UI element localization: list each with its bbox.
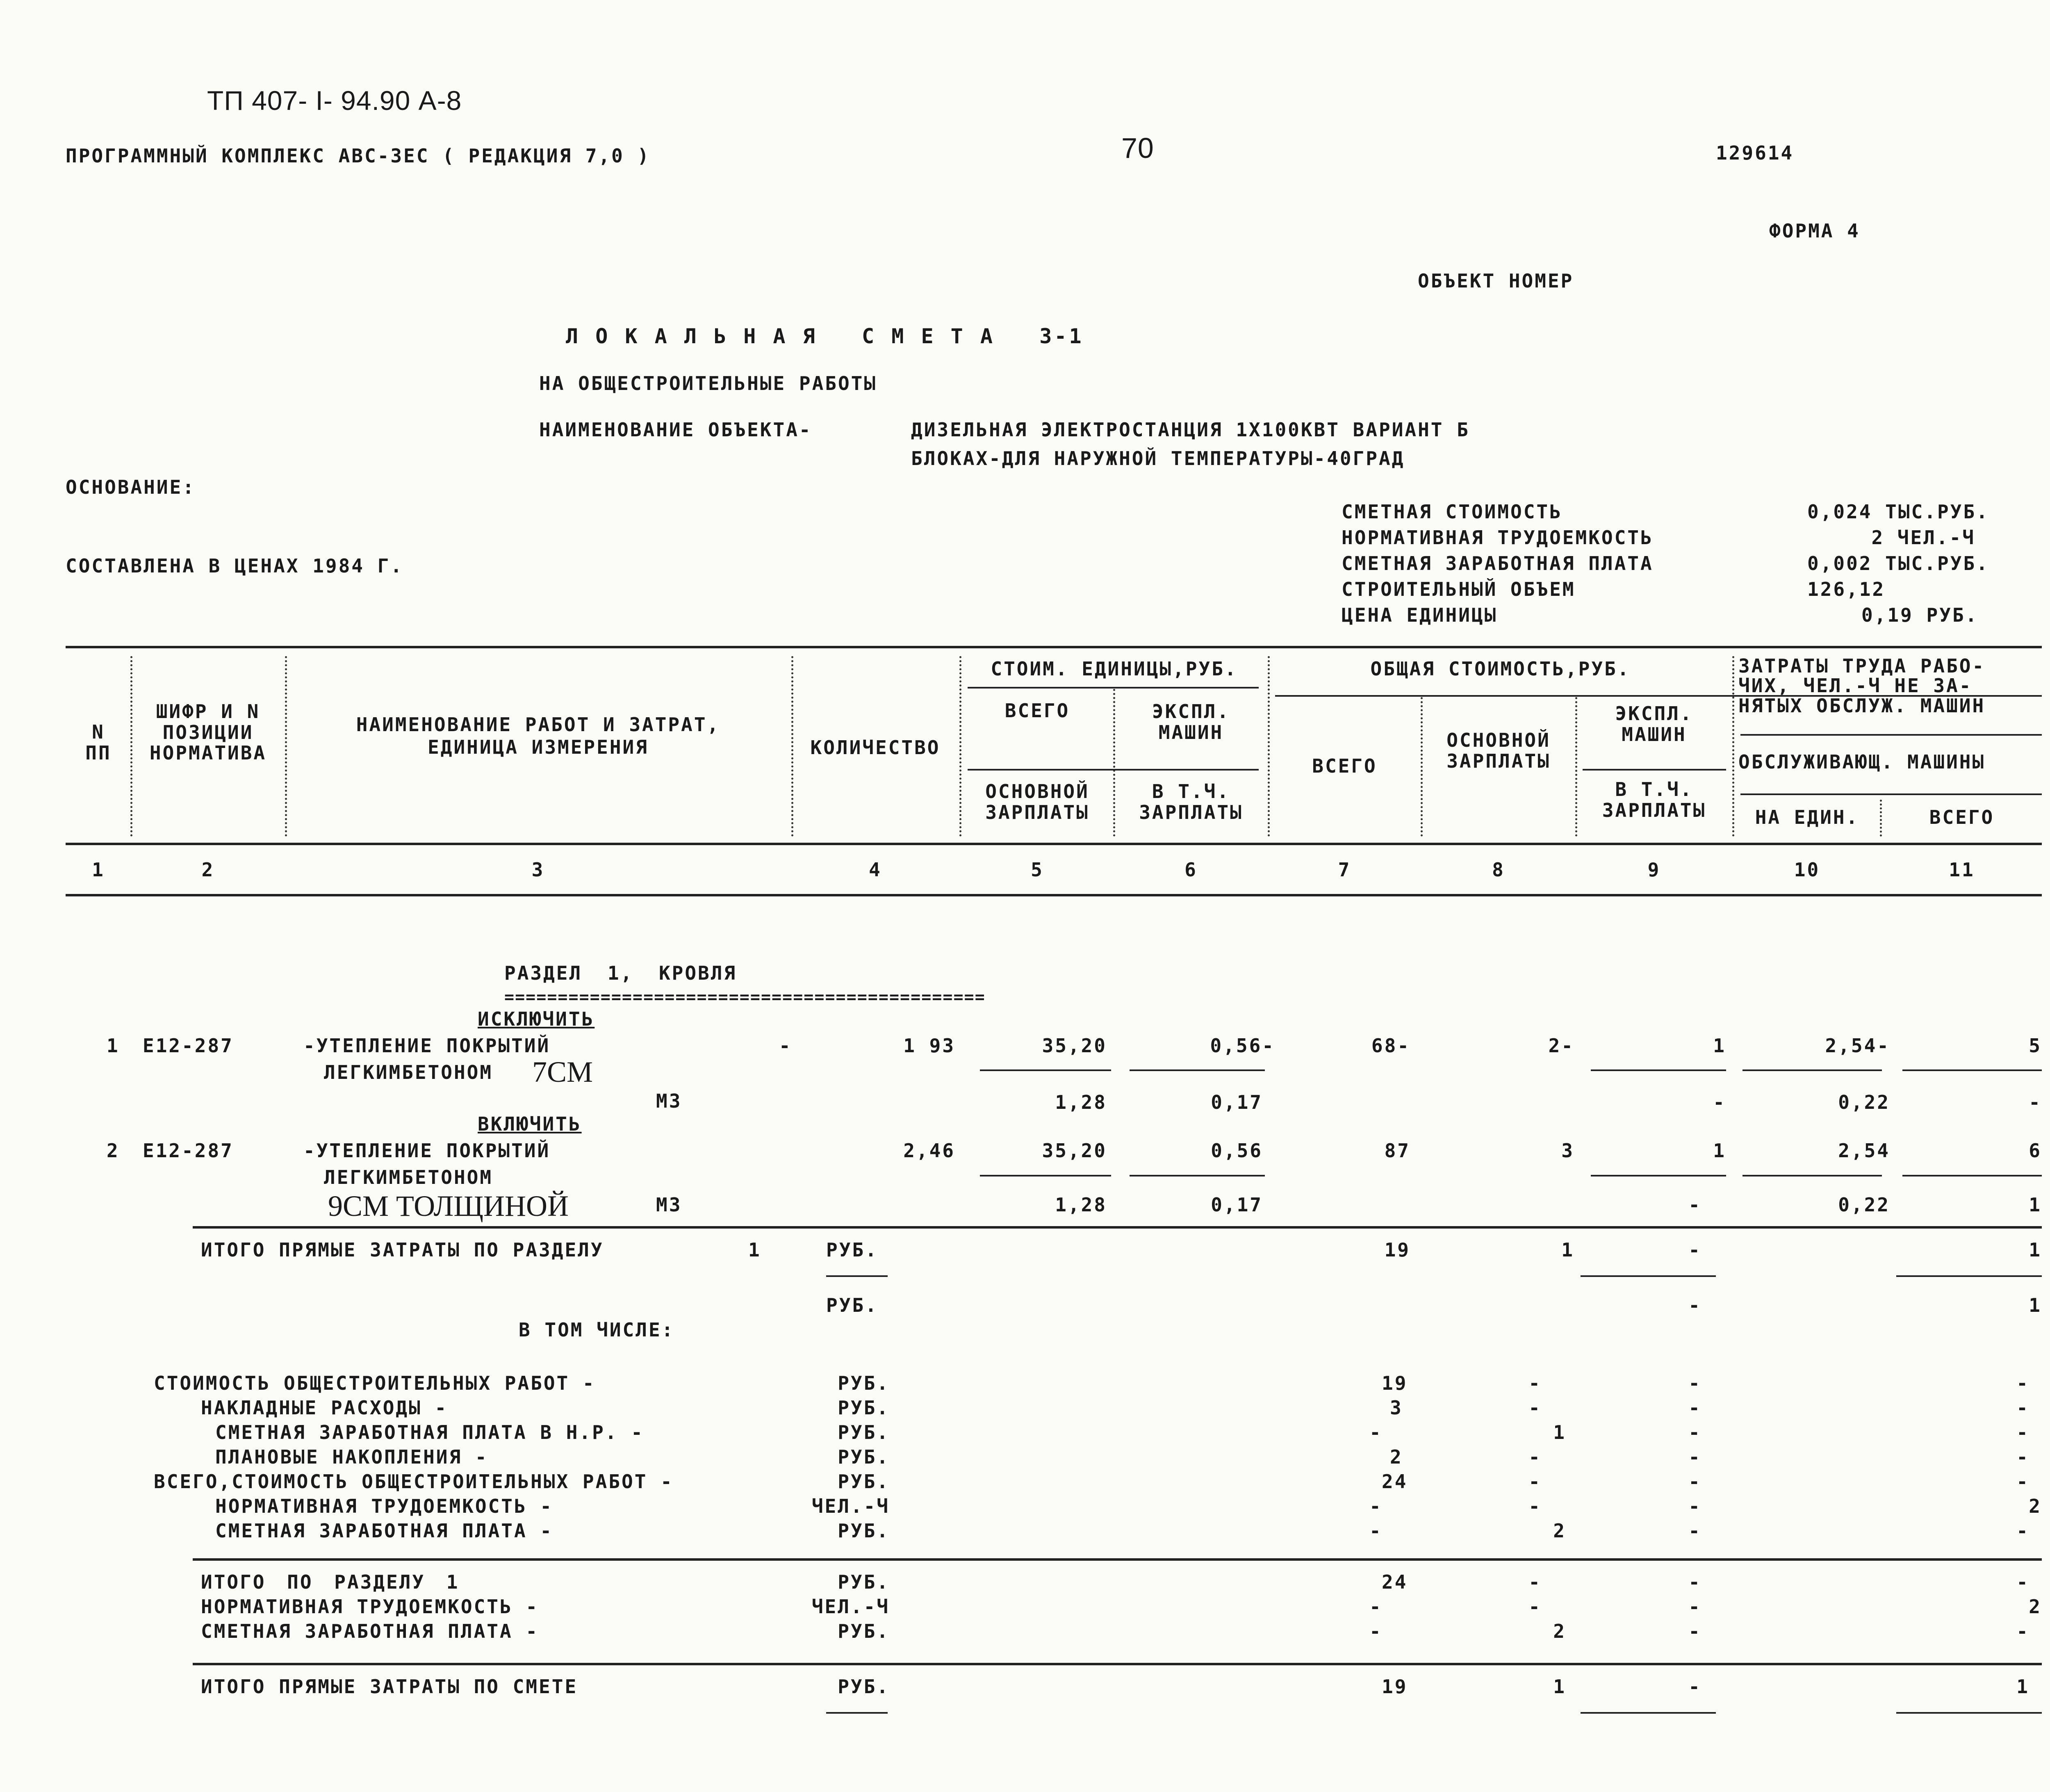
item-labor-machines-total: - bbox=[2029, 1091, 2042, 1113]
item-total: 87 bbox=[1384, 1140, 1410, 1162]
breakdown-unit: ЧЕЛ.-Ч bbox=[811, 1495, 890, 1517]
breakdown-machines: - bbox=[1688, 1421, 1702, 1443]
direct-costs-machines: - bbox=[1688, 1239, 1702, 1261]
summary-label: СМЕТНАЯ СТОИМОСТЬ bbox=[1342, 501, 1563, 523]
column-number: 4 bbox=[869, 859, 882, 881]
item-total-incl-wage: - bbox=[1713, 1091, 1726, 1113]
breakdown-unit: РУБ. bbox=[838, 1471, 890, 1493]
breakdown-unit: РУБ. bbox=[838, 1421, 890, 1443]
direct-costs-unit: РУБ. bbox=[826, 1294, 878, 1316]
breakdown-total: - bbox=[1369, 1520, 1383, 1542]
item-rule bbox=[1591, 1069, 1726, 1071]
breakdown-wage: 2 bbox=[1553, 1520, 1566, 1542]
section-total-machines: - bbox=[1688, 1571, 1702, 1593]
summary-value: 126,12 bbox=[1807, 578, 1886, 600]
object-label: НАИМЕНОВАНИЕ ОБЪЕКТА- bbox=[539, 419, 812, 441]
column-number: 2 bbox=[201, 859, 215, 881]
header-rule bbox=[968, 769, 1259, 771]
item-unit: М3 bbox=[656, 1194, 682, 1216]
total-rule bbox=[826, 1712, 888, 1714]
direct-costs-total: 19 bbox=[1384, 1239, 1410, 1261]
summary-label: СТРОИТЕЛЬНЫЙ ОБЪЕМ bbox=[1342, 578, 1576, 600]
item-code: Е12-287 bbox=[143, 1140, 234, 1162]
item-labor-total: 6 bbox=[2029, 1140, 2042, 1162]
item-name-cont: ЛЕГКИМБЕТОНОМ bbox=[324, 1166, 493, 1188]
item-name-cont: ЛЕГКИМБЕТОНОМ bbox=[324, 1061, 493, 1083]
section-total-value: - bbox=[1369, 1620, 1383, 1642]
breakdown-labor: - bbox=[2016, 1520, 2029, 1542]
form-label: ФОРМА 4 bbox=[1769, 220, 1860, 242]
estimate-total-wage: 1 bbox=[1553, 1676, 1566, 1698]
estimate-total-labor: 1 bbox=[2016, 1676, 2029, 1698]
header-total-wage: ОСНОВНОЙ ЗАРПЛАТЫ bbox=[1446, 729, 1551, 772]
estimate-total-label: ИТОГО ПРЯМЫЕ ЗАТРАТЫ ПО СМЕТЕ bbox=[201, 1676, 578, 1698]
object-number-label: ОБЪЕКТ НОМЕР bbox=[1418, 270, 1574, 292]
breakdown-labor: - bbox=[2016, 1446, 2029, 1468]
breakdown-wage: - bbox=[1528, 1471, 1542, 1493]
breakdown-label: СМЕТНАЯ ЗАРАБОТНАЯ ПЛАТА - bbox=[215, 1520, 554, 1542]
section-total-wage: - bbox=[1528, 1596, 1542, 1618]
item-number: 1 bbox=[107, 1035, 120, 1057]
estimate-total-unit: РУБ. bbox=[838, 1676, 890, 1698]
item-labor-machines-total: 1 bbox=[2029, 1194, 2042, 1216]
section-total-label: НОРМАТИВНАЯ ТРУДОЕМКОСТЬ - bbox=[201, 1596, 539, 1618]
breakdown-wage: - bbox=[1528, 1397, 1542, 1419]
document-id: 129614 bbox=[1716, 142, 1794, 164]
summary-label: СМЕТНАЯ ЗАРАБОТНАЯ ПЛАТА bbox=[1342, 552, 1654, 575]
header-work-name: НАИМЕНОВАНИЕ РАБОТ И ЗАТРАТ, ЕДИНИЦА ИЗМЕРЕНИЯ bbox=[356, 714, 720, 759]
direct-costs-label: ИТОГО ПРЯМЫЕ ЗАТРАТЫ ПО РАЗДЕЛУ bbox=[201, 1239, 604, 1261]
basis-label: ОСНОВАНИЕ: bbox=[66, 476, 196, 498]
item-name: -УТЕПЛЕНИЕ ПОКРЫТИЙ bbox=[303, 1140, 551, 1162]
item-quantity: 1 93 bbox=[903, 1035, 955, 1057]
item-code: Е12-287 bbox=[143, 1035, 234, 1057]
breakdown-machines: - bbox=[1688, 1471, 1702, 1493]
breakdown-total: 24 bbox=[1382, 1471, 1408, 1493]
breakdown-total: - bbox=[1369, 1495, 1383, 1517]
header-labor-machines: ОБСЛУЖИВАЮЩ. МАШИНЫ bbox=[1738, 751, 1986, 773]
item-tag: ИСКЛЮЧИТЬ bbox=[478, 1008, 595, 1030]
summary-label: ЦЕНА ЕДИНИЦЫ bbox=[1342, 604, 1498, 626]
direct-costs-labor: 1 bbox=[2029, 1239, 2042, 1261]
item-total: 68- bbox=[1371, 1035, 1410, 1057]
page-number: 70 bbox=[1121, 132, 1154, 164]
section-total-unit: ЧЕЛ.-Ч bbox=[811, 1596, 890, 1618]
item-unit-wage: 1,28 bbox=[1055, 1194, 1107, 1216]
breakdown-unit: РУБ. bbox=[838, 1446, 890, 1468]
item-unit-all: 35,20 bbox=[1042, 1140, 1107, 1162]
header-mid-rule bbox=[66, 843, 2042, 845]
handwritten-thickness: 7СМ bbox=[532, 1056, 593, 1088]
estimate-title: Л О К А Л Ь Н А Я С М Е Т А 3-1 bbox=[566, 324, 1084, 348]
header-per-unit: НА ЕДИН. bbox=[1755, 806, 1859, 828]
section-total-label: СМЕТНАЯ ЗАРАБОТНАЯ ПЛАТА - bbox=[201, 1620, 539, 1642]
item-unit-incl-wage: 0,17 bbox=[1211, 1091, 1263, 1113]
column-separator bbox=[1268, 656, 1270, 837]
breakdown-unit: РУБ. bbox=[838, 1372, 890, 1394]
document-code: ТП 407- I- 94.90 А-8 bbox=[207, 85, 462, 116]
item-rule bbox=[1130, 1175, 1265, 1176]
breakdown-label: СМЕТНАЯ ЗАРАБОТНАЯ ПЛАТА В Н.Р. - bbox=[215, 1421, 644, 1443]
total-rule bbox=[1581, 1275, 1716, 1277]
section-underline: ============================================= bbox=[504, 989, 986, 1005]
item-unit-incl-wage: 0,17 bbox=[1211, 1194, 1263, 1216]
breakdown-unit: РУБ. bbox=[838, 1397, 890, 1419]
section-title: РАЗДЕЛ 1, КРОВЛЯ bbox=[504, 962, 737, 984]
header-total-all: ВСЕГО bbox=[1312, 755, 1377, 777]
total-rule bbox=[1896, 1712, 2042, 1714]
header-quantity: КОЛИЧЕСТВО bbox=[810, 736, 941, 759]
header-rule bbox=[1740, 793, 2042, 795]
breakdown-wage: - bbox=[1528, 1446, 1542, 1468]
breakdown-labor: - bbox=[2016, 1397, 2029, 1419]
total-rule bbox=[826, 1275, 888, 1277]
item-total-machines: 1 bbox=[1713, 1140, 1726, 1162]
summary-label: НОРМАТИВНАЯ ТРУДОЕМКОСТЬ bbox=[1342, 527, 1654, 549]
header-unit-cost: СТОИМ. ЕДИНИЦЫ,РУБ. bbox=[991, 658, 1238, 680]
estimate-total-rule bbox=[193, 1663, 2042, 1665]
section-total-labor: 2 bbox=[2029, 1596, 2042, 1618]
breakdown-total: 3 bbox=[1390, 1397, 1403, 1419]
column-number: 3 bbox=[531, 859, 545, 881]
header-labor: ЗАТРАТЫ ТРУДА РАБО- ЧИХ, ЧЕЛ.-Ч НЕ ЗА- НЯТЫХ ОБСЛУЖ. МАШИН bbox=[1738, 655, 1986, 717]
item-labor-per-unit: 2,54 bbox=[1838, 1140, 1890, 1162]
direct-costs-labor: 1 bbox=[2029, 1294, 2042, 1316]
summary-value: 0,002 ТЫС.РУБ. bbox=[1807, 552, 1989, 575]
breakdown-total: 19 bbox=[1382, 1372, 1408, 1394]
item-rule bbox=[1130, 1069, 1265, 1071]
direct-costs-wage: 1 bbox=[1561, 1239, 1574, 1261]
breakdown-machines: - bbox=[1688, 1495, 1702, 1517]
header-unit-incl-wage: В Т.Ч. ЗАРПЛАТЫ bbox=[1139, 780, 1243, 823]
breakdown-label: НАКЛАДНЫЕ РАСХОДЫ - bbox=[201, 1397, 448, 1419]
breakdown-label: НОРМАТИВНАЯ ТРУДОЕМКОСТЬ - bbox=[215, 1495, 554, 1517]
header-unit-wage: ОСНОВНОЙ ЗАРПЛАТЫ bbox=[985, 780, 1089, 823]
section-total-value: 24 bbox=[1382, 1571, 1408, 1593]
breakdown-machines: - bbox=[1688, 1397, 1702, 1419]
item-sign: - bbox=[779, 1035, 792, 1057]
breakdown-machines: - bbox=[1688, 1520, 1702, 1542]
header-rule bbox=[968, 687, 1259, 689]
header-bottom-rule bbox=[66, 894, 2042, 896]
section-total-unit: РУБ. bbox=[838, 1620, 890, 1642]
estimate-total-value: 19 bbox=[1382, 1676, 1408, 1698]
column-number: 10 bbox=[1794, 859, 1820, 881]
section-total-machines: - bbox=[1688, 1596, 1702, 1618]
section-total-label: ИТОГО ПО РАЗДЕЛУ 1 bbox=[201, 1571, 460, 1593]
item-quantity: 2,46 bbox=[903, 1140, 955, 1162]
object-name-line-2: БЛОКАХ-ДЛЯ НАРУЖНОЙ ТЕМПЕРАТУРЫ-40ГРАД bbox=[911, 447, 1405, 470]
header-rule bbox=[1583, 769, 1726, 771]
section-total-wage: 2 bbox=[1553, 1620, 1566, 1642]
direct-costs-machines: - bbox=[1688, 1294, 1702, 1316]
header-code: ШИФР И N ПОЗИЦИИ НОРМАТИВА bbox=[149, 700, 267, 764]
item-labor-machines: 0,22 bbox=[1838, 1091, 1890, 1113]
section-total-wage: - bbox=[1528, 1571, 1542, 1593]
object-name-line-1: ДИЗЕЛЬНАЯ ЭЛЕКТРОСТАНЦИЯ 1Х100КВТ ВАРИАНТ Б bbox=[911, 419, 1470, 441]
section-total-labor: - bbox=[2016, 1620, 2029, 1642]
item-rule bbox=[980, 1069, 1111, 1071]
header-top-rule bbox=[66, 646, 2042, 648]
item-labor-total: 5 bbox=[2029, 1035, 2042, 1057]
header-rule bbox=[1740, 734, 2042, 736]
column-number: 8 bbox=[1492, 859, 1505, 881]
total-rule bbox=[1896, 1275, 2042, 1277]
section-total-unit: РУБ. bbox=[838, 1571, 890, 1593]
breakdown-machines: - bbox=[1688, 1372, 1702, 1394]
breakdown-labor: - bbox=[2016, 1372, 2029, 1394]
item-unit: М3 bbox=[656, 1090, 682, 1112]
item-rule bbox=[1902, 1175, 2042, 1176]
item-labor-machines: 0,22 bbox=[1838, 1194, 1890, 1216]
column-number: 6 bbox=[1184, 859, 1198, 881]
section-total-labor: - bbox=[2016, 1571, 2029, 1593]
breakdown-label: СТОИМОСТЬ ОБЩЕСТРОИТЕЛЬНЫХ РАБОТ - bbox=[154, 1372, 596, 1394]
section-rule bbox=[193, 1226, 2042, 1229]
column-number: 11 bbox=[1949, 859, 1975, 881]
direct-costs-unit: РУБ. bbox=[826, 1239, 878, 1261]
program-name: ПРОГРАММНЫЙ КОМПЛЕКС АВС-3ЕС ( РЕДАКЦИЯ 7,0 ) bbox=[66, 145, 651, 167]
summary-value: 2 ЧЕЛ.-Ч bbox=[1871, 527, 1975, 549]
item-unit-wage: 1,28 bbox=[1055, 1091, 1107, 1113]
header-unit-all: ВСЕГО bbox=[1004, 700, 1070, 722]
including-label: В ТОМ ЧИСЛЕ: bbox=[519, 1319, 675, 1341]
breakdown-unit: РУБ. bbox=[838, 1520, 890, 1542]
item-labor-per-unit: 2,54- bbox=[1825, 1035, 1890, 1057]
header-unit-machines: ЭКСПЛ. МАШИН bbox=[1152, 700, 1230, 743]
breakdown-machines: - bbox=[1688, 1446, 1702, 1468]
item-number: 2 bbox=[107, 1140, 120, 1162]
direct-costs-section-number: 1 bbox=[748, 1239, 761, 1261]
item-total-wage: 3 bbox=[1561, 1140, 1574, 1162]
breakdown-labor: - bbox=[2016, 1421, 2029, 1443]
header-row-number: N ПП bbox=[85, 721, 112, 764]
item-rule bbox=[980, 1175, 1111, 1176]
item-total-machines: 1 bbox=[1713, 1035, 1726, 1057]
header-labor-all: ВСЕГО bbox=[1929, 806, 1995, 828]
breakdown-labor: 2 bbox=[2029, 1495, 2042, 1517]
section-total-machines: - bbox=[1688, 1620, 1702, 1642]
column-number: 1 bbox=[92, 859, 105, 881]
item-rule bbox=[1742, 1069, 1882, 1071]
section-total-value: - bbox=[1369, 1596, 1383, 1618]
column-number: 9 bbox=[1647, 859, 1661, 881]
column-number: 7 bbox=[1338, 859, 1351, 881]
breakdown-wage: 1 bbox=[1553, 1421, 1566, 1443]
section-total-rule bbox=[193, 1558, 2042, 1561]
works-type: НА ОБЩЕСТРОИТЕЛЬНЫЕ РАБОТЫ bbox=[539, 372, 877, 394]
summary-value: 0,024 ТЫС.РУБ. bbox=[1807, 501, 1989, 523]
breakdown-total: 2 bbox=[1390, 1446, 1403, 1468]
header-total-incl-wage: В Т.Ч. ЗАРПЛАТЫ bbox=[1602, 778, 1706, 821]
header-total-machines: ЭКСПЛ. МАШИН bbox=[1615, 702, 1693, 746]
item-unit-machines: 0,56 bbox=[1211, 1140, 1263, 1162]
breakdown-wage: - bbox=[1528, 1495, 1542, 1517]
column-number: 5 bbox=[1031, 859, 1044, 881]
handwritten-thickness: 9СМ ТОЛЩИНОЙ bbox=[328, 1190, 569, 1222]
column-separator bbox=[130, 656, 132, 837]
price-level: СОСТАВЛЕНА В ЦЕНАХ 1984 Г. bbox=[66, 555, 404, 577]
item-total-wage: 2- bbox=[1548, 1035, 1574, 1057]
breakdown-labor: - bbox=[2016, 1471, 2029, 1493]
item-tag: ВКЛЮЧИТЬ bbox=[478, 1113, 582, 1135]
breakdown-label: ВСЕГО,СТОИМОСТЬ ОБЩЕСТРОИТЕЛЬНЫХ РАБОТ - bbox=[154, 1471, 674, 1493]
item-rule bbox=[1742, 1175, 1882, 1176]
item-total-incl-wage: - bbox=[1688, 1194, 1702, 1216]
breakdown-label: ПЛАНОВЫЕ НАКОПЛЕНИЯ - bbox=[215, 1446, 488, 1468]
breakdown-total: - bbox=[1369, 1421, 1383, 1443]
total-rule bbox=[1581, 1712, 1716, 1714]
header-total-cost: ОБЩАЯ СТОИМОСТЬ,РУБ. bbox=[1370, 658, 1631, 680]
item-unit-all: 35,20 bbox=[1042, 1035, 1107, 1057]
item-rule bbox=[1902, 1069, 2042, 1071]
item-unit-machines: 0,56- bbox=[1210, 1035, 1275, 1057]
summary-value: 0,19 РУБ. bbox=[1861, 604, 1979, 626]
estimate-total-machines: - bbox=[1688, 1676, 1702, 1698]
item-rule bbox=[1591, 1175, 1726, 1176]
item-name: -УТЕПЛЕНИЕ ПОКРЫТИЙ bbox=[303, 1035, 551, 1057]
breakdown-wage: - bbox=[1528, 1372, 1542, 1394]
